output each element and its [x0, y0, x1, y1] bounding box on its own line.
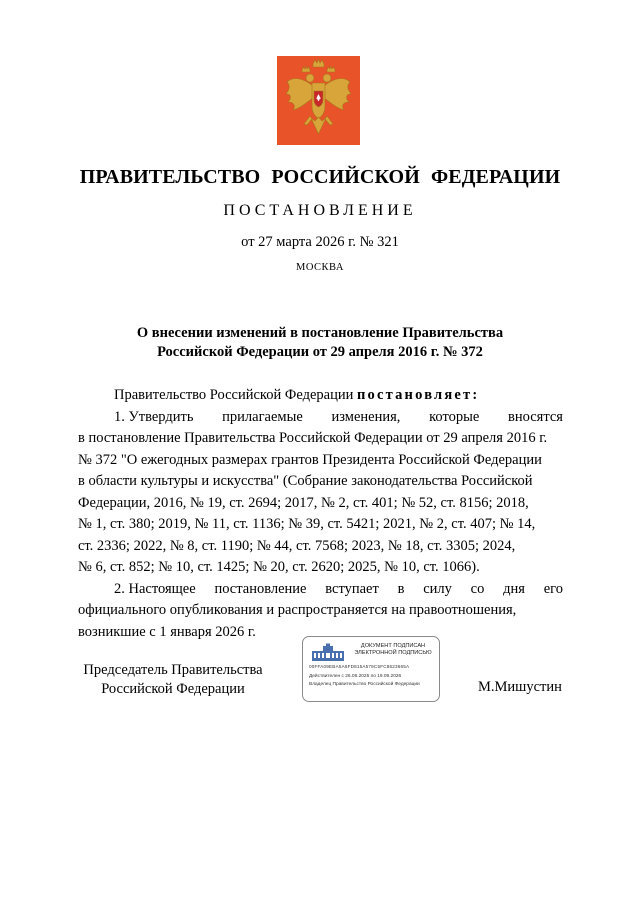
word: со [470, 580, 485, 597]
subject-line: Российской Федерации от 29 апреля 2016 г. № 372 [157, 344, 483, 360]
stamp-owner: Владелец Правительство Российской Федерации [309, 682, 420, 687]
word: его [543, 580, 563, 597]
intro-prefix: Правительство Российской Федерации [114, 387, 354, 403]
word: вносятся [508, 408, 563, 425]
word: 1. Утвердить [114, 408, 194, 425]
signer-name: М.Мишустин [478, 679, 562, 695]
word: постановление [214, 580, 307, 597]
paragraph-line: № 372 "О ежегодных размерах грантов Президента Российской Федерации [78, 451, 542, 468]
electronic-signature-stamp [302, 636, 440, 702]
signer-position-line: Российской Федерации [101, 681, 245, 697]
intro-line [78, 385, 563, 407]
word: изменения, [331, 408, 401, 425]
document-place: МОСКВА [296, 262, 344, 273]
document-date-number: от 27 марта 2026 г. № 321 [241, 234, 399, 250]
word: прилагаемые [222, 408, 303, 425]
paragraph-1-first-line [78, 407, 563, 429]
building-icon [311, 643, 345, 663]
stamp-validity: Действителен с 26.06.2025 по 19.09.2026 [309, 674, 402, 679]
stamp-title [349, 643, 437, 657]
word: дня [503, 580, 525, 597]
paragraph-line: в постановление Правительства Российской Федерации от 29 апреля 2016 г. [78, 430, 548, 446]
word: силу [423, 580, 452, 597]
paragraph-line: ст. 2336; 2022, № 8, ст. 1190; № 44, ст. 7568; 2023, № 18, ст. 3305; 2024, [78, 537, 516, 554]
document-type: ПОСТАНОВЛЕНИЕ [223, 202, 417, 219]
signer-position-line: Председатель Правительства [83, 662, 263, 678]
word: которые [429, 408, 480, 425]
document-subject [0, 324, 640, 362]
stamp-certificate: 00FFA09EBA5A6FD815A579C5FC8623665A [309, 664, 410, 669]
subject-line: О внесении изменений в постановление Правительства [136, 325, 504, 341]
paragraph-line: № 1, ст. 380; 2019, № 11, ст. 1136; № 39, ст. 5421; 2021, № 2, ст. 407; № 14, [78, 516, 536, 532]
government-title: ПРАВИТЕЛЬСТВО РОССИЙСКОЙ ФЕДЕРАЦИИ [79, 166, 561, 188]
intro-action: постановляет: [356, 387, 480, 403]
paragraph-line: возникшие с 1 января 2026 г. [78, 623, 256, 640]
signer-position [78, 661, 268, 699]
stamp-title-line: ДОКУМЕНТ ПОДПИСАН [360, 643, 426, 649]
stamp-title-line: ЭЛЕКТРОННОЙ ПОДПИСЬЮ [354, 650, 432, 656]
paragraph-line: Федерации, 2016, № 19, ст. 2694; 2017, № 2, ст. 401; № 52, ст. 8156; 2018, [78, 494, 529, 511]
word: в [397, 580, 405, 597]
paragraph-2-first-line [78, 579, 563, 601]
paragraph-line: № 6, ст. 852; № 10, ст. 1425; № 20, ст. 2620; 2025, № 10, ст. 1066). [78, 559, 480, 575]
russian-coat-of-arms-icon [277, 56, 360, 145]
coat-of-arms-emblem [277, 56, 360, 145]
paragraph-line: в области культуры и искусства" (Собрание законодательства Российской [78, 473, 533, 489]
document-body [78, 385, 563, 643]
word: вступает [325, 580, 379, 597]
word: 2. Настоящее [114, 580, 196, 597]
paragraph-line: официального опубликования и распространяется на правоотношения, [78, 602, 517, 618]
